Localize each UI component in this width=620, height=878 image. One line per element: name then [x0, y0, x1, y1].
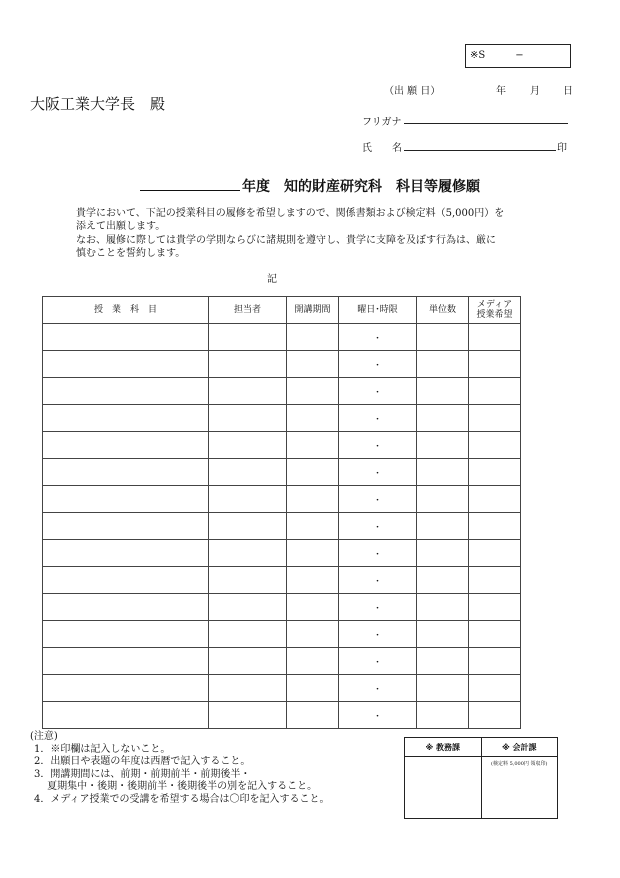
date-day-label: 日: [563, 86, 573, 97]
credits-cell[interactable]: [417, 459, 469, 486]
course-table: [42, 296, 521, 729]
course-name-cell[interactable]: [43, 540, 209, 567]
date-year-label: 年: [496, 86, 506, 97]
media-cell[interactable]: [469, 378, 521, 405]
note-item-4: 夏期集中・後期・後期前半・後期後半の別を記入すること。: [34, 781, 318, 792]
credits-cell[interactable]: [417, 621, 469, 648]
paragraph-2-line-2: 慎むことを誓約します。: [76, 248, 186, 259]
date-month-label: 月: [530, 86, 540, 97]
period-cell[interactable]: [287, 594, 339, 621]
credits-cell[interactable]: [417, 702, 469, 729]
course-name-cell[interactable]: [43, 675, 209, 702]
accounting-cell: [481, 757, 558, 819]
instructor-cell[interactable]: [209, 648, 287, 675]
media-cell[interactable]: [469, 567, 521, 594]
application-date-label: （出 願 日）: [384, 86, 441, 97]
seal-mark: 印: [557, 143, 567, 154]
period-cell[interactable]: [287, 621, 339, 648]
header-day-time: 曜日･時限: [339, 297, 417, 324]
course-name-cell[interactable]: [43, 324, 209, 351]
credits-cell[interactable]: [417, 432, 469, 459]
instructor-cell[interactable]: [209, 702, 287, 729]
period-cell[interactable]: [287, 432, 339, 459]
media-cell[interactable]: [469, 648, 521, 675]
credits-cell[interactable]: [417, 486, 469, 513]
period-cell[interactable]: [287, 486, 339, 513]
instructor-cell[interactable]: [209, 405, 287, 432]
day-time-cell[interactable]: ・: [339, 405, 417, 432]
media-cell[interactable]: [469, 405, 521, 432]
day-time-cell[interactable]: ・: [339, 513, 417, 540]
recipient: 大阪工業大学長 殿: [30, 95, 166, 113]
office-use-box: [404, 737, 558, 819]
course-name-cell[interactable]: [43, 648, 209, 675]
day-time-cell[interactable]: ・: [339, 648, 417, 675]
media-cell[interactable]: [469, 540, 521, 567]
table-row: [43, 351, 521, 378]
course-name-cell[interactable]: [43, 486, 209, 513]
year-blank[interactable]: [140, 178, 240, 191]
credits-cell[interactable]: [417, 351, 469, 378]
instructor-cell[interactable]: [209, 324, 287, 351]
media-cell[interactable]: [469, 621, 521, 648]
credits-cell[interactable]: [417, 648, 469, 675]
credits-cell[interactable]: [417, 513, 469, 540]
table-row: [43, 378, 521, 405]
day-time-cell[interactable]: ・: [339, 378, 417, 405]
instructor-cell[interactable]: [209, 351, 287, 378]
accounting-header: ※ 会計課: [481, 738, 558, 757]
period-cell[interactable]: [287, 378, 339, 405]
media-cell[interactable]: [469, 702, 521, 729]
media-cell[interactable]: [469, 486, 521, 513]
furigana-label: フリガナ: [362, 117, 402, 128]
day-time-cell[interactable]: ・: [339, 540, 417, 567]
course-name-cell[interactable]: [43, 432, 209, 459]
paragraph-1-line-2: 添えて出願します。: [76, 221, 166, 232]
note-item-3: 3．開講期間には、前期・前期前半・前期後半・: [34, 768, 251, 780]
course-name-cell[interactable]: [43, 594, 209, 621]
credits-cell[interactable]: [417, 594, 469, 621]
credits-cell[interactable]: [417, 540, 469, 567]
header-media-line-2: 授業希望: [476, 310, 513, 320]
media-cell[interactable]: [469, 513, 521, 540]
fee-note: (検定料 5,000円 領収印): [491, 761, 548, 767]
table-row: [43, 621, 521, 648]
course-name-cell[interactable]: [43, 567, 209, 594]
course-name-cell[interactable]: [43, 405, 209, 432]
academic-affairs-cell: [405, 757, 482, 819]
day-time-cell[interactable]: ・: [339, 324, 417, 351]
day-time-cell[interactable]: ・: [339, 702, 417, 729]
media-cell[interactable]: [469, 459, 521, 486]
instructor-cell[interactable]: [209, 459, 287, 486]
intro-paragraph-1: [76, 207, 546, 233]
header-media: [469, 297, 521, 324]
credits-cell[interactable]: [417, 675, 469, 702]
header-course-name: 授 業 科 目: [43, 297, 209, 324]
day-time-cell[interactable]: ・: [339, 432, 417, 459]
period-cell[interactable]: [287, 702, 339, 729]
table-row: [43, 513, 521, 540]
day-time-cell[interactable]: ・: [339, 459, 417, 486]
course-name-cell[interactable]: [43, 702, 209, 729]
page-title: [0, 176, 620, 196]
table-row: [43, 405, 521, 432]
table-row: [43, 675, 521, 702]
credits-cell[interactable]: [417, 378, 469, 405]
note-item-1: 1．※印欄は記入しないこと。: [34, 743, 171, 755]
notes: [30, 731, 330, 806]
course-name-cell[interactable]: [43, 513, 209, 540]
instructor-cell[interactable]: [209, 432, 287, 459]
media-cell[interactable]: [469, 594, 521, 621]
day-time-cell[interactable]: ・: [339, 594, 417, 621]
period-cell[interactable]: [287, 513, 339, 540]
day-time-cell[interactable]: ・: [339, 675, 417, 702]
instructor-cell[interactable]: [209, 621, 287, 648]
credits-cell[interactable]: [417, 567, 469, 594]
name-line[interactable]: [404, 150, 556, 151]
media-cell[interactable]: [469, 324, 521, 351]
day-time-cell[interactable]: ・: [339, 567, 417, 594]
instructor-cell[interactable]: [209, 675, 287, 702]
course-name-cell[interactable]: [43, 351, 209, 378]
header-instructor: 担当者: [209, 297, 287, 324]
period-cell[interactable]: [287, 459, 339, 486]
instructor-cell[interactable]: [209, 513, 287, 540]
period-cell[interactable]: [287, 648, 339, 675]
day-time-cell[interactable]: ・: [339, 351, 417, 378]
table-row: [43, 540, 521, 567]
academic-affairs-header: ※ 教務課: [405, 738, 482, 757]
note-item-2: 2．出願日や表題の年度は西暦で記入すること。: [34, 756, 251, 767]
table-row: [43, 648, 521, 675]
course-name-cell[interactable]: [43, 459, 209, 486]
instructor-cell[interactable]: [209, 567, 287, 594]
course-name-cell[interactable]: [43, 621, 209, 648]
table-row: [43, 486, 521, 513]
day-time-cell[interactable]: ・: [339, 486, 417, 513]
paragraph-2-line-1: なお、履修に際しては貴学の学則ならびに諸規則を遵守し、貴学に支障を及ぼす行為は、厳に: [76, 235, 496, 246]
period-cell[interactable]: [287, 540, 339, 567]
notes-heading: (注意): [30, 731, 58, 742]
table-row: [43, 324, 521, 351]
note-item-5: 4．メディア授業での受講を希望する場合は〇印を記入すること。: [34, 793, 330, 805]
header-period: 開講期間: [287, 297, 339, 324]
paragraph-1-line-1: 貴学において、下記の授業科目の履修を希望しますので、関係書類および検定料（5,000円）を: [76, 208, 505, 219]
intro-paragraph-2: [76, 234, 546, 260]
table-row: [43, 594, 521, 621]
period-cell[interactable]: [287, 567, 339, 594]
media-cell[interactable]: [469, 432, 521, 459]
credits-cell[interactable]: [417, 324, 469, 351]
table-row: [43, 567, 521, 594]
instructor-cell[interactable]: [209, 486, 287, 513]
header-media-line-1: メディア: [476, 300, 513, 310]
name-label: 氏 名: [362, 143, 402, 154]
course-name-cell[interactable]: [43, 378, 209, 405]
header-credits: 単位数: [417, 297, 469, 324]
instructor-cell[interactable]: [209, 378, 287, 405]
period-cell[interactable]: [287, 675, 339, 702]
period-cell[interactable]: [287, 405, 339, 432]
ki-label: 記: [267, 274, 277, 285]
media-cell[interactable]: [469, 675, 521, 702]
day-time-cell[interactable]: ・: [339, 621, 417, 648]
id-number-box: ※S −: [465, 44, 571, 68]
instructor-cell[interactable]: [209, 540, 287, 567]
course-table-body: [43, 324, 521, 729]
table-row: [43, 459, 521, 486]
period-cell[interactable]: [287, 324, 339, 351]
media-cell[interactable]: [469, 351, 521, 378]
course-table-header: [43, 297, 521, 324]
instructor-cell[interactable]: [209, 594, 287, 621]
furigana-line[interactable]: [404, 123, 568, 124]
table-row: [43, 702, 521, 729]
credits-cell[interactable]: [417, 405, 469, 432]
title-text: 年度 知的財産研究科 科目等履修願: [242, 179, 480, 195]
period-cell[interactable]: [287, 351, 339, 378]
table-row: [43, 432, 521, 459]
